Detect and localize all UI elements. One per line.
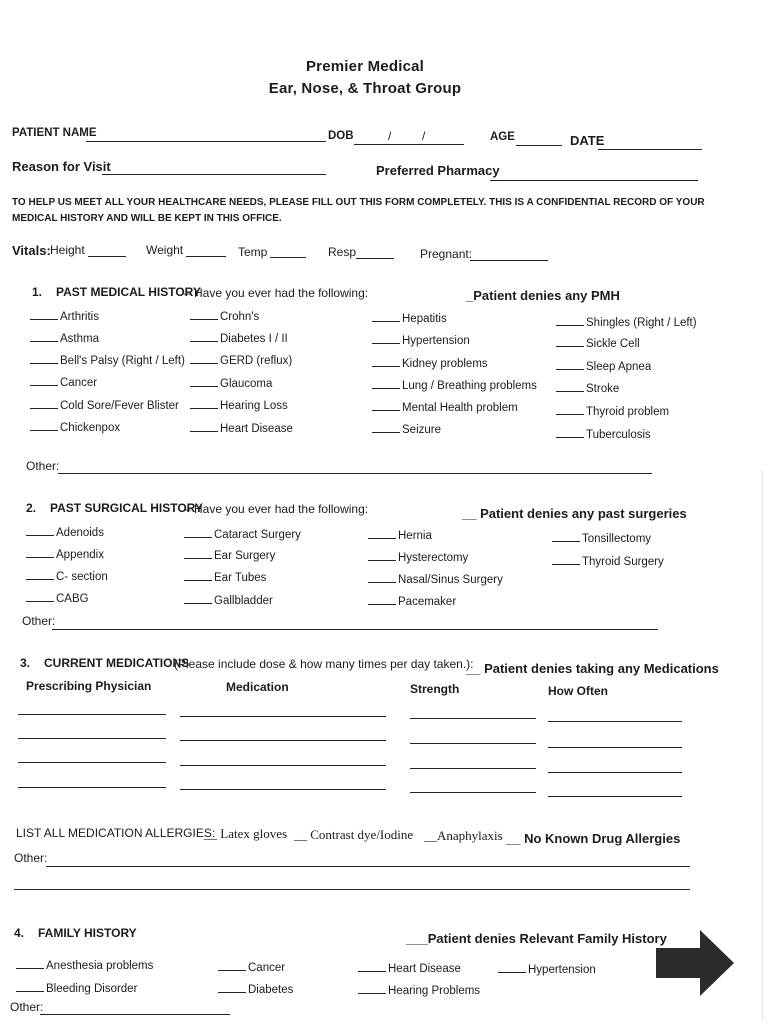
condition-label: Hearing Loss <box>220 400 288 412</box>
condition-label: Cancer <box>60 377 98 389</box>
psh-item[interactable] <box>184 527 301 541</box>
checkbox-blank[interactable] <box>372 311 400 322</box>
med-strength-field[interactable] <box>410 768 536 769</box>
psh-item[interactable] <box>26 591 89 605</box>
family-item[interactable] <box>218 982 293 996</box>
pregnant-field[interactable] <box>470 260 548 261</box>
pmh-item[interactable] <box>556 427 651 441</box>
checkbox-blank[interactable] <box>190 421 218 432</box>
checkbox-blank[interactable] <box>30 398 58 409</box>
arrow-right-icon <box>656 930 736 996</box>
checkbox-blank[interactable] <box>190 353 218 364</box>
dob-separator: / <box>422 129 426 143</box>
family-number: 4. <box>14 926 25 940</box>
psh-item[interactable] <box>184 548 275 562</box>
meds-title: CURRENT MEDICATIONS <box>44 656 190 670</box>
checkbox-blank[interactable] <box>184 548 212 559</box>
surgery-label: Adenoids <box>56 527 104 539</box>
checkbox-blank[interactable] <box>552 554 580 565</box>
surgery-label: Hernia <box>398 530 432 542</box>
weight-label: Weight <box>146 243 184 257</box>
family-other-field[interactable] <box>40 1014 230 1015</box>
allergy-latex-option[interactable]: __ Latex gloves <box>204 826 288 841</box>
pmh-item[interactable] <box>372 422 441 436</box>
family-item[interactable] <box>218 960 285 974</box>
med-physician-field[interactable] <box>18 714 166 715</box>
checkbox-blank[interactable] <box>372 333 400 344</box>
surgery-label: Appendix <box>56 549 104 561</box>
pmh-item[interactable] <box>190 353 292 367</box>
psh-subtitle: – Have you ever had the following: <box>184 502 369 516</box>
allergy-contrast-option[interactable]: __ Contrast dye/Iodine <box>294 827 414 842</box>
condition-label: GERD (reflux) <box>220 355 293 367</box>
pmh-item[interactable] <box>30 353 185 367</box>
condition-label: Hepatitis <box>402 313 447 325</box>
psh-item[interactable] <box>368 594 456 608</box>
psh-item[interactable] <box>368 528 432 542</box>
condition-label: Kidney problems <box>402 358 488 370</box>
med-name-field[interactable] <box>180 789 386 790</box>
pmh-item[interactable] <box>556 315 697 329</box>
height-field[interactable] <box>88 256 126 257</box>
med-strength-field[interactable] <box>410 743 536 744</box>
checkbox-blank[interactable] <box>26 569 54 580</box>
psh-item[interactable] <box>26 547 104 561</box>
checkbox-blank[interactable] <box>184 593 212 604</box>
checkbox-blank[interactable] <box>358 983 386 994</box>
pmh-number: 1. <box>32 285 43 299</box>
pmh-item[interactable] <box>372 356 488 370</box>
temp-label: Temp <box>238 245 268 259</box>
date-field[interactable] <box>598 149 702 150</box>
pmh-other-label: Other: <box>26 459 60 473</box>
checkbox-blank[interactable] <box>368 594 396 605</box>
instructions-line1: TO HELP US MEET ALL YOUR HEALTHCARE NEEDS, PLEASE FILL OUT THIS FORM COMPLETELY. THIS IS A CONFIDENTIAL RECORD OF YOUR <box>12 197 705 208</box>
pmh-item[interactable] <box>30 375 97 389</box>
resp-label: Resp <box>328 245 357 259</box>
psh-item[interactable] <box>26 525 104 539</box>
med-physician-field[interactable] <box>18 738 166 739</box>
surgery-label: Pacemaker <box>398 596 457 608</box>
pmh-denies-option[interactable]: _Patient denies any PMH <box>466 288 620 303</box>
checkbox-blank[interactable] <box>358 961 386 972</box>
family-item[interactable] <box>16 958 153 972</box>
dob-label: DOB <box>328 130 354 142</box>
col-strength: Strength <box>410 682 460 696</box>
pmh-item[interactable] <box>372 311 447 325</box>
med-frequency-field[interactable] <box>548 747 682 748</box>
checkbox-blank[interactable] <box>218 982 246 993</box>
condition-label: Sickle Cell <box>586 338 640 350</box>
med-strength-field[interactable] <box>410 718 536 719</box>
pmh-subtitle: – Have you ever had the following: <box>184 286 369 300</box>
checkbox-blank[interactable] <box>368 528 396 539</box>
col-how-often: How Often <box>548 684 608 698</box>
checkbox-blank[interactable] <box>190 331 218 342</box>
checkbox-blank[interactable] <box>190 309 218 320</box>
family-other-label: Other: <box>10 1000 44 1014</box>
allergies-label: LIST ALL MEDICATION ALLERGIES: <box>16 826 216 840</box>
checkbox-blank[interactable] <box>218 960 246 971</box>
patient-name-label: PATIENT NAME <box>12 127 97 139</box>
med-name-field[interactable] <box>180 765 386 766</box>
med-frequency-field[interactable] <box>548 796 682 797</box>
surgery-label: Cataract Surgery <box>214 529 301 541</box>
allergies-other-field-2[interactable] <box>14 889 690 890</box>
psh-denies-option[interactable]: __ Patient denies any past surgeries <box>462 506 687 521</box>
weight-field[interactable] <box>186 256 226 257</box>
date-label: DATE <box>570 133 605 148</box>
surgery-label: Nasal/Sinus Surgery <box>398 574 503 586</box>
pmh-item[interactable] <box>372 333 470 347</box>
pmh-item[interactable] <box>556 404 669 418</box>
pmh-title: PAST MEDICAL HISTORY <box>56 285 201 299</box>
checkbox-blank[interactable] <box>30 375 58 386</box>
condition-label: Arthritis <box>60 311 99 323</box>
allergy-anaphylaxis-option[interactable]: __Anaphylaxis <box>424 828 503 843</box>
checkbox-blank[interactable] <box>372 400 400 411</box>
psh-item[interactable] <box>26 569 108 583</box>
psh-item[interactable] <box>184 570 266 584</box>
surgery-label: Gallbladder <box>214 595 273 607</box>
pmh-item[interactable] <box>190 421 293 435</box>
checkbox-blank[interactable] <box>552 531 580 542</box>
family-condition-label: Hypertension <box>528 964 596 976</box>
checkbox-blank[interactable] <box>556 427 584 438</box>
checkbox-blank[interactable] <box>184 527 212 538</box>
pmh-item[interactable] <box>556 359 651 373</box>
pmh-item[interactable] <box>190 309 259 323</box>
condition-label: Bell's Palsy (Right / Left) <box>60 355 185 367</box>
condition-label: Tuberculosis <box>586 429 651 441</box>
checkbox-blank[interactable] <box>16 981 44 992</box>
checkbox-blank[interactable] <box>26 525 54 536</box>
med-name-field[interactable] <box>180 740 386 741</box>
resp-field[interactable] <box>356 258 394 259</box>
pmh-item[interactable] <box>30 420 120 434</box>
checkbox-blank[interactable] <box>372 422 400 433</box>
med-physician-field[interactable] <box>18 762 166 763</box>
family-condition-label: Anesthesia problems <box>46 960 154 972</box>
col-medication: Medication <box>226 680 289 694</box>
col-prescribing-physician: Prescribing Physician <box>26 679 152 693</box>
meds-number: 3. <box>20 656 31 670</box>
height-label: Height <box>50 243 85 257</box>
condition-label: Stroke <box>586 383 620 395</box>
pmh-item[interactable] <box>372 378 537 392</box>
checkbox-blank[interactable] <box>368 572 396 583</box>
pmh-item[interactable] <box>30 398 179 412</box>
checkbox-blank[interactable] <box>556 381 584 392</box>
vitals-label: Vitals: <box>12 243 51 258</box>
checkbox-blank[interactable] <box>190 398 218 409</box>
psh-other-label: Other: <box>22 614 56 628</box>
allergy-nkda-option[interactable]: __ No Known Drug Allergies <box>506 831 681 846</box>
meds-denies-option[interactable]: __ Patient denies taking any Medications <box>466 661 719 676</box>
med-frequency-field[interactable] <box>548 721 682 722</box>
pmh-item[interactable] <box>372 400 518 414</box>
psh-item[interactable] <box>184 593 273 607</box>
age-label: AGE <box>490 131 515 143</box>
family-item[interactable] <box>498 962 596 976</box>
family-condition-label: Cancer <box>248 962 286 974</box>
checkbox-blank[interactable] <box>556 315 584 326</box>
condition-label: Lung / Breathing problems <box>402 380 537 392</box>
family-condition-label: Hearing Problems <box>388 985 481 997</box>
condition-label: Heart Disease <box>220 423 293 435</box>
psh-item[interactable] <box>552 531 651 545</box>
checkbox-blank[interactable] <box>30 309 58 320</box>
checkbox-blank[interactable] <box>556 404 584 415</box>
surgery-label: Hysterectomy <box>398 552 469 564</box>
pmh-item[interactable] <box>30 309 99 323</box>
checkbox-blank[interactable] <box>372 378 400 389</box>
reason-for-visit-label: Reason for Visit <box>12 159 111 174</box>
checkbox-blank[interactable] <box>30 353 58 364</box>
condition-label: Sleep Apnea <box>586 361 652 373</box>
allergies-other-field[interactable] <box>46 866 690 867</box>
pmh-item[interactable] <box>556 381 619 395</box>
psh-other-field[interactable] <box>52 629 658 630</box>
condition-label: Thyroid problem <box>586 406 670 418</box>
condition-label: Diabetes I / II <box>220 333 288 345</box>
med-name-field[interactable] <box>180 716 386 717</box>
condition-label: Asthma <box>60 333 99 345</box>
psh-item[interactable] <box>368 550 468 564</box>
preferred-pharmacy-field[interactable] <box>490 180 698 181</box>
checkbox-blank[interactable] <box>556 336 584 347</box>
family-title: FAMILY HISTORY <box>38 926 137 940</box>
condition-label: Hypertension <box>402 335 470 347</box>
meds-subtitle: (Please include dose & how many times per day taken.): <box>174 657 474 671</box>
checkbox-blank[interactable] <box>190 376 218 387</box>
psh-number: 2. <box>26 501 37 515</box>
surgery-label: CABG <box>56 593 89 605</box>
psh-title: PAST SURGICAL HISTORY <box>50 501 203 515</box>
patient-name-field[interactable] <box>86 141 326 142</box>
allergies-other-label: Other: <box>14 851 48 865</box>
family-condition-label: Bleeding Disorder <box>46 983 138 995</box>
med-frequency-field[interactable] <box>548 772 682 773</box>
psh-item[interactable] <box>368 572 503 586</box>
pmh-item[interactable] <box>556 336 640 350</box>
pmh-item[interactable] <box>190 398 288 412</box>
clinic-name: Premier Medical <box>305 58 425 75</box>
clinic-subtitle: Ear, Nose, & Throat Group <box>268 80 462 97</box>
surgery-label: Ear Surgery <box>214 550 276 562</box>
family-item[interactable] <box>358 983 480 997</box>
pregnant-label: Pregnant: <box>420 247 473 261</box>
checkbox-blank[interactable] <box>16 958 44 969</box>
condition-label: Seizure <box>402 424 441 436</box>
checkbox-blank[interactable] <box>30 331 58 342</box>
condition-label: Mental Health problem <box>402 402 518 414</box>
checkbox-blank[interactable] <box>26 591 54 602</box>
reason-for-visit-field[interactable] <box>102 174 326 175</box>
surgery-label: C- section <box>56 571 108 583</box>
dob-separator: / <box>388 129 392 143</box>
checkbox-blank[interactable] <box>372 356 400 367</box>
surgery-label: Tonsillectomy <box>582 533 652 545</box>
condition-label: Glaucoma <box>220 378 273 390</box>
pmh-other-field[interactable] <box>58 473 652 474</box>
family-denies-option[interactable]: ___Patient denies Relevant Family History <box>406 931 667 946</box>
surgery-label: Thyroid Surgery <box>582 556 664 568</box>
checkbox-blank[interactable] <box>368 550 396 561</box>
med-strength-field[interactable] <box>410 792 536 793</box>
instructions-line2: MEDICAL HISTORY AND WILL BE KEPT IN THIS OFFICE. <box>12 213 282 224</box>
age-field[interactable] <box>516 145 562 146</box>
pmh-item[interactable] <box>190 376 272 390</box>
surgery-label: Ear Tubes <box>214 572 267 584</box>
condition-label: Chickenpox <box>60 422 121 434</box>
checkbox-blank[interactable] <box>26 547 54 558</box>
checkbox-blank[interactable] <box>556 359 584 370</box>
checkbox-blank[interactable] <box>498 962 526 973</box>
pmh-item[interactable] <box>190 331 288 345</box>
family-item[interactable] <box>16 981 137 995</box>
condition-label: Shingles (Right / Left) <box>586 317 697 329</box>
preferred-pharmacy-label: Preferred Pharmacy <box>376 163 500 178</box>
temp-field[interactable] <box>270 257 306 258</box>
dob-field[interactable] <box>354 144 464 145</box>
condition-label: Cold Sore/Fever Blister <box>60 400 179 412</box>
pmh-item[interactable] <box>30 331 99 345</box>
family-condition-label: Diabetes <box>248 984 294 996</box>
med-physician-field[interactable] <box>18 787 166 788</box>
family-item[interactable] <box>358 961 461 975</box>
checkbox-blank[interactable] <box>30 420 58 431</box>
psh-item[interactable] <box>552 554 664 568</box>
scan-edge-line <box>762 470 763 1020</box>
checkbox-blank[interactable] <box>184 570 212 581</box>
family-condition-label: Heart Disease <box>388 963 461 975</box>
condition-label: Crohn's <box>220 311 260 323</box>
